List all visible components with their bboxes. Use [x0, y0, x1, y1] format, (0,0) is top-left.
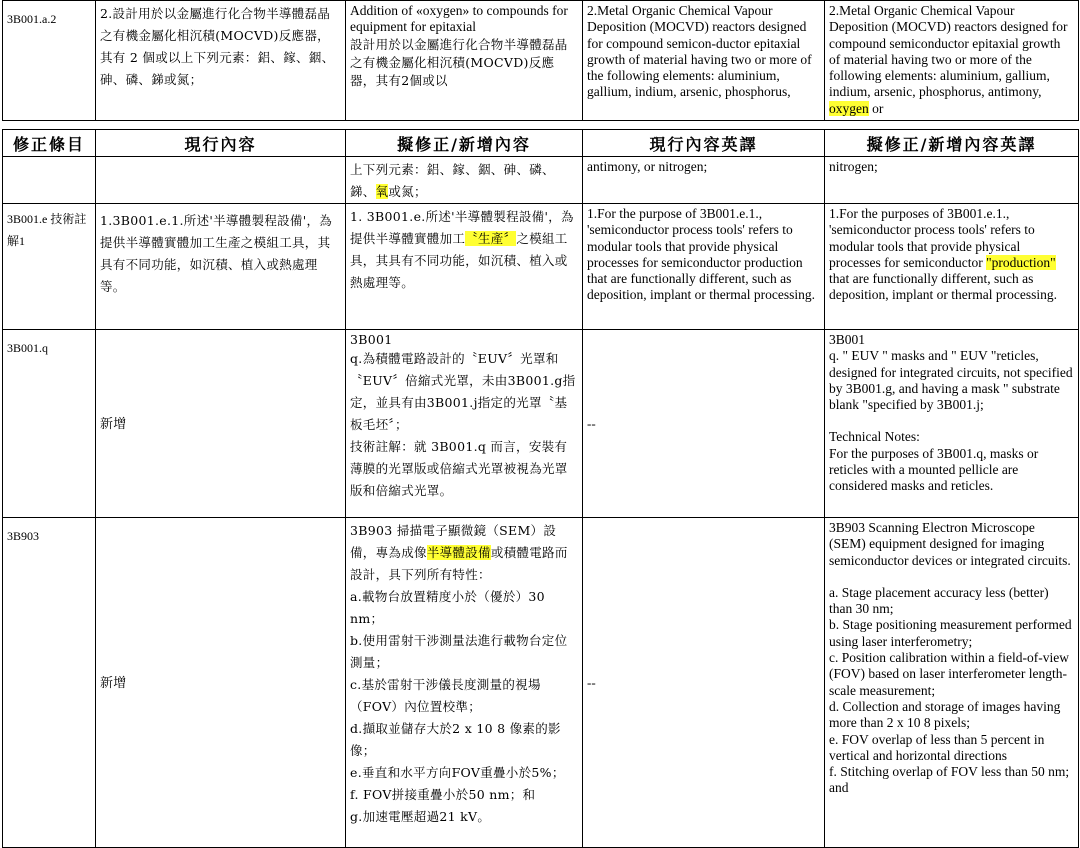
proposed-en-translation — [825, 330, 1079, 518]
proposed-en-translation — [825, 204, 1079, 330]
table-row-3b001e — [3, 204, 1079, 330]
amendment-table — [2, 129, 1079, 848]
proposed-en-item-f: f. Stitching overlap of FOV less than 50 nm; and — [829, 764, 1070, 796]
proposed-content — [346, 157, 583, 204]
header-proposed-content: 擬修正/新增內容 — [346, 130, 583, 157]
proposed-item-e: e.垂直和水平方向FOV重疊小於5%； — [350, 765, 565, 780]
current-content: 新增 — [96, 330, 346, 518]
item-id: 3B903 — [3, 518, 96, 848]
proposed-intro — [350, 520, 578, 586]
item-id: 3B001.e 技術註解1 — [3, 204, 96, 330]
proposed-body: q.為積體電路設計的〝EUV〞光罩和〝EUV〞倍縮式光罩，未由3B001.g指定，並具有由3B001.j指定的光罩〝基板毛坯〞； — [350, 351, 576, 432]
proposed-content — [346, 330, 583, 518]
spacer — [829, 413, 1074, 429]
header-current-en: 現行內容英譯 — [583, 130, 825, 157]
proposed-en-item-e: e. FOV overlap of less than 5 percent in vertical and horizontal directions — [829, 731, 1045, 763]
table-row-3b001q — [3, 330, 1079, 518]
proposed-item-c: c.基於雷射干涉儀長度測量的視場（FOV）內位置校準； — [350, 677, 541, 714]
current-content: 新增 — [96, 518, 346, 848]
proposed-zh-text: 設計用於以金屬進行化合物半導體磊晶之有機金屬化相沉積(MOCVD)反應器，其有2個或以 — [350, 36, 568, 88]
spacer — [829, 569, 1074, 585]
proposed-en-note: For the purposes of 3B001.q, masks or reticles with a mounted pellicle are considered masks and reticles. — [829, 445, 1039, 494]
highlight-production-en: "production" — [986, 254, 1056, 270]
proposed-en-item-d: d. Collection and storage of images having more than 2 x 10 8 pixels; — [829, 698, 1061, 731]
proposed-item-b: b.使用雷射干涉測量法進行載物台定位測量； — [350, 633, 568, 670]
header-proposed-en: 擬修正/新增內容英譯 — [825, 130, 1079, 157]
proposed-en-body: q. " EUV " masks and " EUV "reticles, designed for integrated circuits, not specified by 3B001.g, and having a mask " substrate blank "specified by 3B001.j; — [829, 348, 1073, 413]
current-en-translation: -- — [583, 518, 825, 848]
current-en-translation: 1.For the purpose of 3B001.e.1., 'semiconductor process tools' refers to modular tools that provide physical processes for semiconductor production that are functionally different, such as deposition, implant or thermal processing. — [583, 204, 825, 330]
proposed-en-item-b: b. Stage positioning measurement performed using laser interferometry; — [829, 617, 1072, 649]
current-content: 2.設計用於以金屬進行化合物半導體磊晶之有機金屬化相沉積(MOCVD)反應器，其有 2 個或以上下列元素：鋁、鎵、銦、砷、磷、銻或氮； — [96, 1, 346, 121]
text-segment: 之模組工具，其具有不同功能，如沉積、植入或熱處理等。 — [350, 231, 568, 290]
text-segment: 3B903 掃描電子顯微鏡（SEM）設備，專為成像 — [350, 523, 557, 560]
proposed-en-item-a: a. Stage placement accuracy less (better) than 30 nm; — [829, 584, 1049, 617]
highlight-oxygen: oxygen — [829, 100, 869, 116]
proposed-content — [346, 204, 583, 330]
highlight-production-zh: 〝生產〞 — [465, 231, 517, 246]
table-row-3b903 — [3, 518, 1079, 848]
proposed-en-note: Addition of «oxygen» to compounds for equipment for epitaxial — [350, 3, 568, 35]
proposed-note: 技術註解：就 3B001.q 而言，安裝有薄膜的光罩版或倍縮式光罩被視為光罩版和倍縮式光罩。 — [350, 439, 568, 498]
proposed-en-item-c: c. Position calibration within a field-of-view (FOV) based on laser interferometer length-scale measurement; — [829, 650, 1069, 698]
table-row-continuation — [3, 157, 1079, 204]
proposed-en-translation: nitrogen; — [825, 157, 1079, 204]
proposed-en-translation — [825, 1, 1079, 121]
table-row-3b001a2 — [3, 1, 1079, 121]
text-segment: 1.For the purposes of 3B001.e.1., 'semiconductor process tools' refers to modular tools that provide physical processes for semiconductor — [829, 206, 1035, 270]
proposed-item-f: f. FOV拼接重疊小於50 nm；和 — [350, 787, 536, 802]
header-amended-item: 修正條目 — [3, 130, 96, 157]
proposed-en-translation — [825, 518, 1079, 848]
current-en-translation: 2.Metal Organic Chemical Vapour Deposition (MOCVD) reactors designed for compound semicon-ductor epitaxial growth of material having two or more of the following elements: aluminium, gallium, indium, arsenic, phosphorus, — [583, 1, 825, 121]
current-en-translation: -- — [583, 330, 825, 518]
proposed-item-g: g.加速電壓超過21 kV。 — [350, 809, 491, 824]
proposed-content — [346, 1, 583, 121]
highlight-semiconductor-device: 半導體設備 — [426, 545, 491, 560]
text-segment: that are functionally different, such as deposition, implant or thermal processing. — [829, 271, 1057, 303]
proposed-item-a: a.載物台放置精度小於（優於）30 nm； — [350, 589, 545, 626]
proposed-content — [346, 518, 583, 848]
text-segment: or — [868, 100, 884, 116]
item-id — [3, 157, 96, 204]
previous-page-table — [2, 0, 1079, 121]
proposed-head: 3B001 — [350, 332, 393, 347]
item-id: 3B001.a.2 — [3, 1, 96, 121]
header-current-content: 現行內容 — [96, 130, 346, 157]
text-segment: 上下列元素：鋁、鎵、銦、砷、磷、銻、 — [350, 162, 555, 199]
highlight-oxygen-zh: 氧 — [375, 184, 389, 199]
proposed-item-d: d.擷取並儲存大於2 x 10 8 像素的影像； — [350, 721, 561, 758]
item-id: 3B001.q — [3, 330, 96, 518]
text-segment: 或積體電路而設計，具下列所有特性： — [350, 545, 568, 582]
table-header-row — [3, 130, 1079, 157]
current-en-translation: antimony, or nitrogen; — [583, 157, 825, 204]
text-segment: 1. 3B001.e.所述'半導體製程設備'，為提供半導體實體加工 — [350, 209, 574, 246]
text-segment: 或氮； — [388, 184, 427, 199]
text-segment: 2.Metal Organic Chemical Vapour Deposition (MOCVD) reactors designed for compound semiconductor epitaxial growth of material having two or more of the following elements: aluminium, gallium, indium, arsenic, phosphorus, antimony, — [829, 3, 1068, 100]
proposed-en-head: 3B001 — [829, 332, 866, 347]
proposed-en-note-title: Technical Notes: — [829, 429, 920, 445]
current-content: 1.3B001.e.1.所述'半導體製程設備'，為提供半導體實體加工生產之模組工具，其具有不同功能，如沉積、植入或熱處理等。 — [96, 204, 346, 330]
proposed-en-intro: 3B903 Scanning Electron Microscope (SEM) equipment designed for imaging semiconductor devices or integrated circuits. — [829, 520, 1071, 568]
current-content — [96, 157, 346, 204]
